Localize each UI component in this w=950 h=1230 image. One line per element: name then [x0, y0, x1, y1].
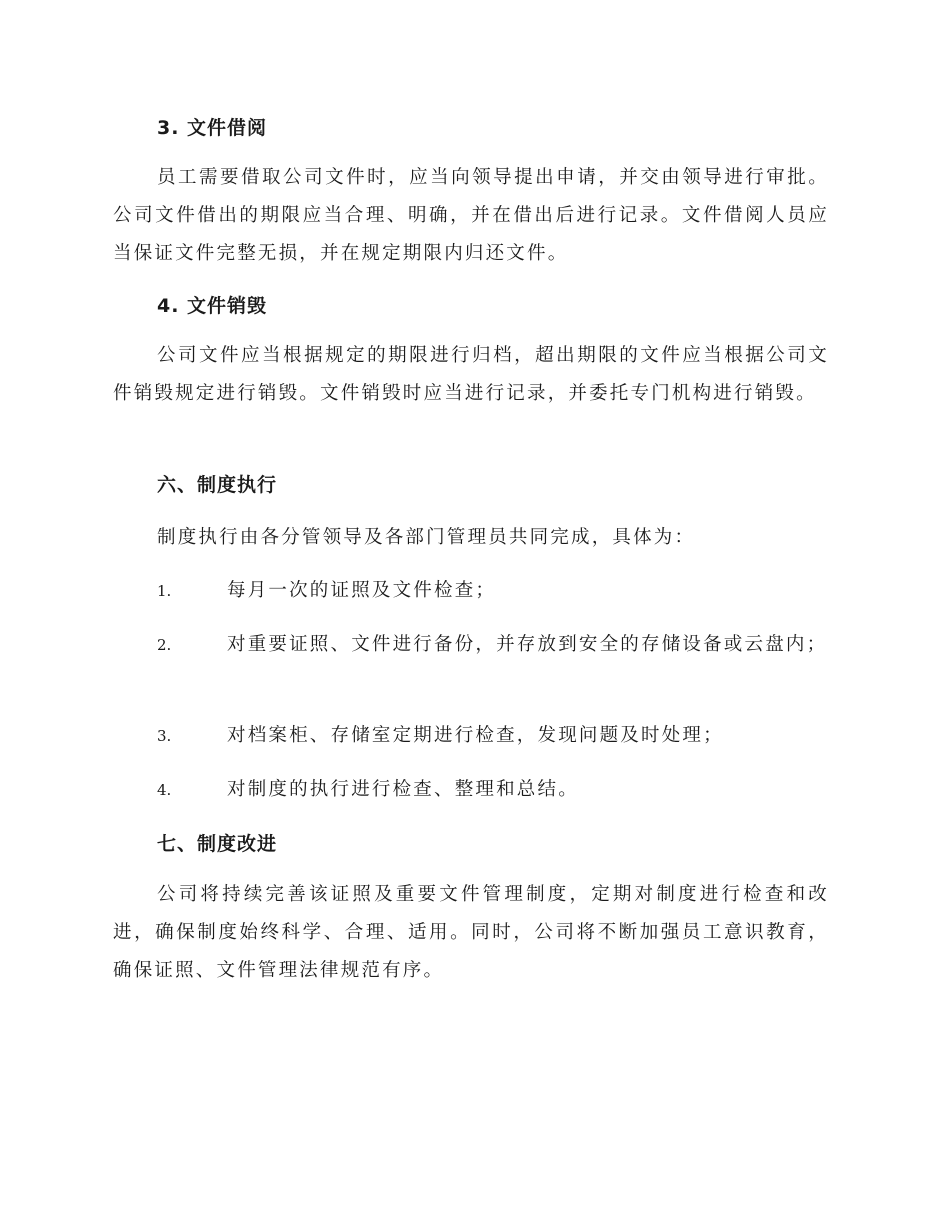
- section-heading-file-destruction: 4. 文件销毁: [157, 295, 268, 317]
- list-item-number: 4.: [157, 781, 172, 799]
- list-item-number: 1.: [157, 582, 172, 600]
- list-item-number: 2.: [157, 636, 172, 654]
- section-heading-file-borrowing: 3. 文件借阅: [157, 117, 268, 139]
- list-item: [113, 771, 829, 809]
- list-item: [113, 717, 829, 755]
- list-item-text: 对制度的执行进行检查、整理和总结。: [227, 779, 579, 800]
- list-item-number: 3.: [157, 727, 172, 745]
- section-heading-system-improvement: 七、制度改进: [157, 833, 278, 855]
- paragraph-file-destruction: 公司文件应当根据规定的期限进行归档，超出期限的文件应当根据公司文件销毁规定进行销毁。文件销毁时应当进行记录，并委托专门机构进行销毁。: [113, 345, 829, 404]
- list-item-text: 每月一次的证照及文件检查；: [227, 580, 497, 601]
- paragraph-file-borrowing: 员工需要借取公司文件时，应当向领导提出申请，并交由领导进行审批。公司文件借出的期限应当合理、明确，并在借出后进行记录。文件借阅人员应当保证文件完整无损，并在规定期限内归还文件。: [113, 167, 829, 264]
- section-heading-system-execution: 六、制度执行: [157, 474, 278, 496]
- list-item: [113, 626, 829, 664]
- list-item-text: 对档案柜、存储室定期进行检查，发现问题及时处理；: [227, 725, 724, 746]
- paragraph-system-improvement: 公司将持续完善该证照及重要文件管理制度，定期对制度进行检查和改进，确保制度始终科学、合理、适用。同时，公司将不断加强员工意识教育，确保证照、文件管理法律规范有序。: [113, 884, 829, 981]
- list-item: [113, 572, 829, 610]
- paragraph-execution-intro: 制度执行由各分管领导及各部门管理员共同完成，具体为：: [157, 527, 696, 548]
- list-item-text: 对重要证照、文件进行备份，并存放到安全的存储设备或云盘内；: [227, 634, 828, 655]
